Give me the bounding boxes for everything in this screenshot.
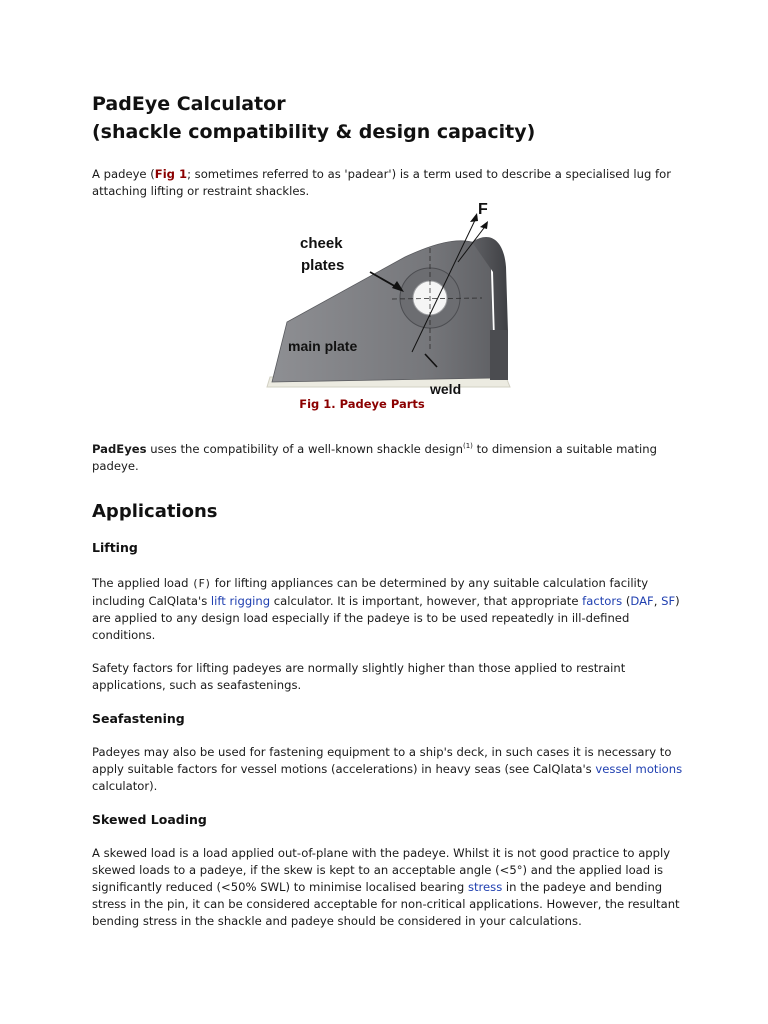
fig1-reference: Fig 1 (154, 167, 188, 181)
lifting-text-c: calculator. It is important, however, that appropriate (270, 593, 583, 608)
force-arrowhead-2 (480, 221, 488, 229)
cheek-label-2: plates (301, 257, 345, 274)
skewed-loading-paragraph (92, 845, 692, 930)
main-plate-label: main plate (288, 338, 358, 354)
cheek-label-1: cheek (300, 235, 343, 252)
page-title (92, 90, 692, 146)
skewed-loading-heading: Skewed Loading (92, 811, 207, 827)
seafastening-paragraph (92, 744, 692, 795)
intro-text-b: ; sometimes referred to as 'padear') is a term used to describe a specialised lug for attaching lifting or restraint shackles. (92, 167, 671, 198)
lifting-paragraph-1 (92, 575, 692, 644)
skewed-text-b: in the padeye and bending stress in the pin, it can be considered acceptable for non-critical applications. However, the resultant bending stress in the shackle and padeye should be considered in your calculations. (92, 879, 680, 928)
skewed-text-a: A skewed load is a load applied out-of-plane with the padeye. Whilst it is not good practice to apply skewed loads to a padeye, if the skew is kept to an acceptable angle (<5°) and the applied load is significantly reduced (<50% SWL) to minimise localised bearing (92, 845, 671, 894)
title-line-2: (shackle compatibility & design capacity) (92, 121, 536, 143)
lifting-text-a: The applied load (92, 575, 193, 590)
applications-heading: Applications (92, 500, 218, 522)
lifting-heading: Lifting (92, 539, 138, 555)
lifting-text-e: , (653, 593, 662, 608)
stress-link[interactable]: stress (467, 879, 503, 894)
vessel-motions-link[interactable]: vessel motions (595, 761, 683, 776)
lifting-text-d: ( (622, 593, 631, 608)
footnote-ref: (1) (462, 442, 473, 450)
lifting-paragraph-2: Safety factors for lifting padeyes are normally slightly higher than those applied to restraint applications, such as seafastenings. (92, 660, 626, 692)
padeyes-paragraph (92, 438, 692, 475)
factors-link[interactable]: factors (582, 593, 623, 608)
side-plate-lower (490, 330, 508, 380)
padeyes-text-b: to dimension a suitable mating padeye. (92, 441, 657, 473)
figure-caption: Fig 1. Padeye Parts (299, 397, 425, 411)
lifting-text-g: ) are applied to any design load especially if the padeye is to be used repeatedly in ill-defined conditions. (92, 593, 680, 642)
article (92, 90, 692, 930)
force-label: F (478, 201, 488, 218)
intro-paragraph (92, 166, 692, 200)
seafastening-text-b: calculator). (92, 778, 158, 793)
daf-link[interactable]: DAF (630, 593, 654, 608)
padeyes-text-a: uses the compatibility of a well-known shackle design (146, 441, 463, 456)
lifting-force-symbol: (F) (192, 577, 212, 590)
intro-text-a: A padeye ( (92, 167, 155, 181)
seafastening-text-a: Padeyes may also be used for fastening equipment to a ship's deck, in such cases it is necessary to apply suitable factors for vessel motions (accelerations) in heavy seas (see CalQlata's (92, 744, 672, 776)
padeyes-bold: PadEyes (92, 441, 147, 456)
lift-rigging-link[interactable]: lift rigging (210, 593, 271, 608)
force-arrowhead (470, 213, 478, 222)
sf-link[interactable]: SF (661, 593, 676, 608)
seafastening-heading: Seafastening (92, 710, 185, 726)
title-line-1: PadEye Calculator (92, 93, 286, 115)
lifting-text-b: for lifting appliances can be determined by any suitable calculation facility including CalQlata's (92, 575, 649, 608)
padeye-illustration (92, 201, 692, 402)
padeye-figure (92, 201, 692, 442)
weld-label: weld (430, 381, 462, 397)
